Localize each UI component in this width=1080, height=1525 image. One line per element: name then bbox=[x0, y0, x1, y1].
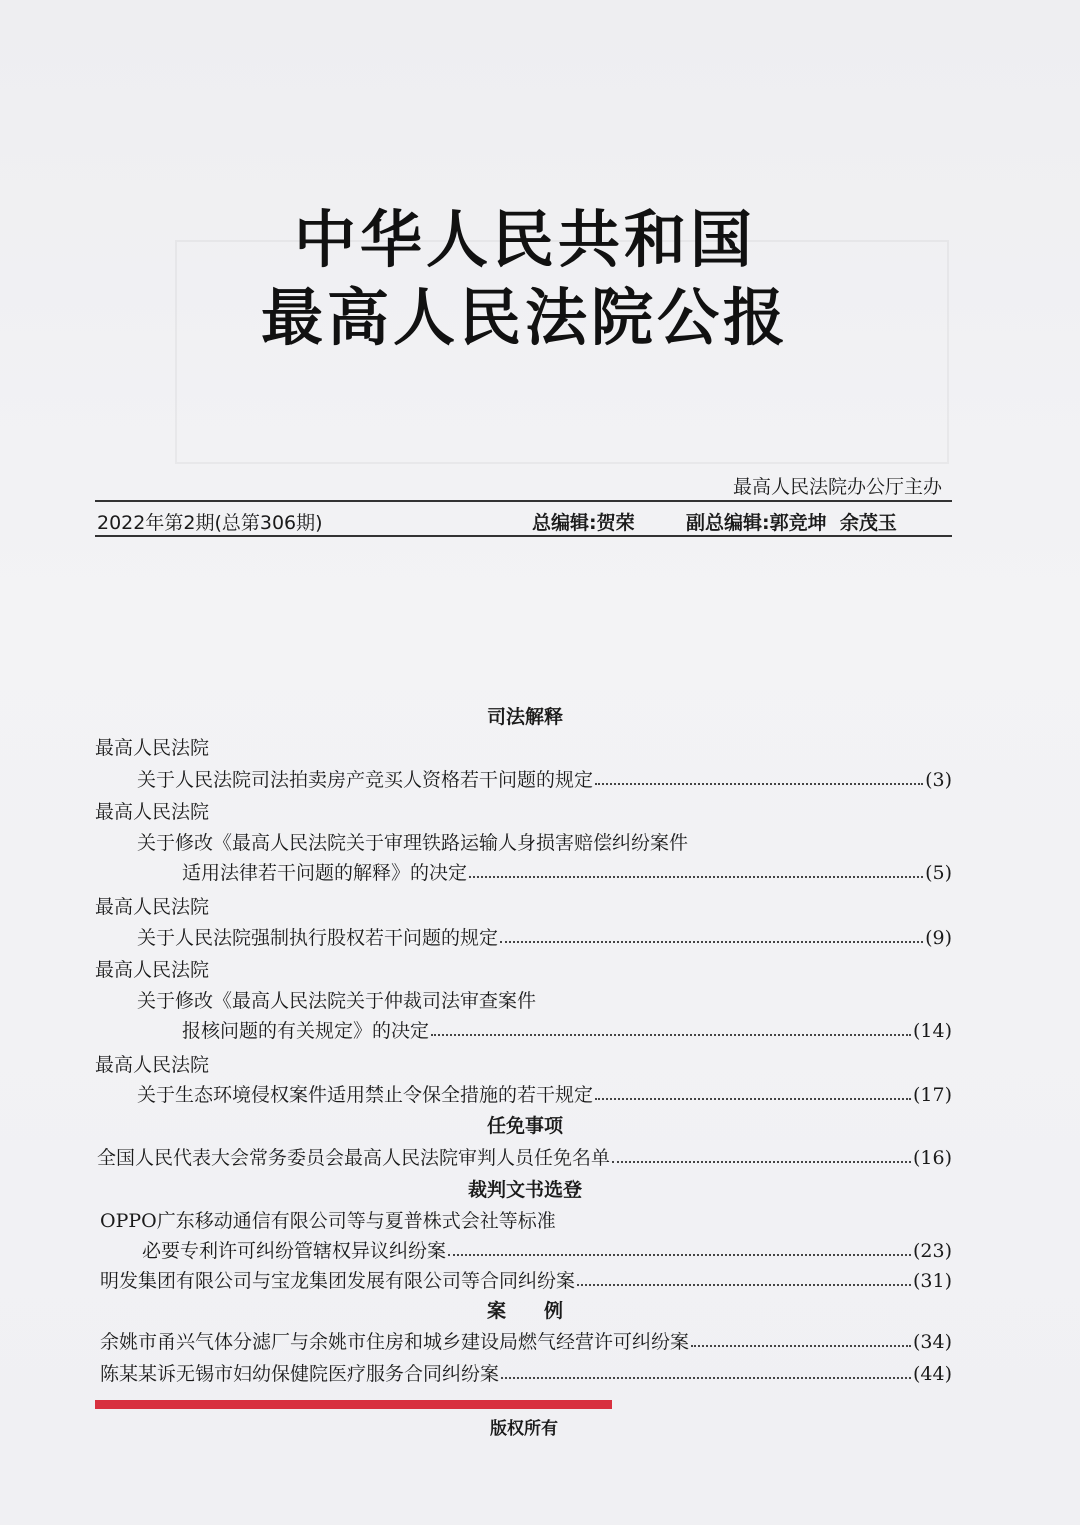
issue-info: 2022年第2期(总第306期) bbox=[97, 512, 323, 534]
chief-editor: 总编辑:贺荣 bbox=[532, 512, 635, 534]
dot-leader bbox=[500, 941, 923, 943]
toc-page: (44) bbox=[912, 1363, 952, 1385]
toc-page: (31) bbox=[912, 1270, 952, 1292]
toc-title-line2: 适用法律若干问题的解释》的决定 bbox=[182, 862, 468, 884]
toc-title-line1[interactable]: 关于修改《最高人民法院关于审理铁路运输人身损害赔偿纠纷案件 bbox=[137, 832, 689, 854]
section-heading: 任免事项 bbox=[486, 1115, 563, 1137]
dot-leader bbox=[612, 1161, 911, 1163]
toc-title: 陈某某诉无锡市妇幼保健院医疗服务合同纠纷案 bbox=[100, 1363, 500, 1385]
toc-entry[interactable] bbox=[137, 1082, 952, 1108]
toc-title: 关于生态环境侵权案件适用禁止令保全措施的若干规定 bbox=[137, 1084, 594, 1106]
toc-title-line1[interactable]: OPPO广东移动通信有限公司等与夏普株式会社等标准 bbox=[100, 1210, 556, 1232]
toc-page: (3) bbox=[925, 769, 952, 791]
toc-entry[interactable] bbox=[100, 1329, 952, 1355]
deputy-editors: 副总编辑:郭竞坤 余茂玉 bbox=[686, 512, 897, 534]
toc-entry[interactable] bbox=[100, 1361, 952, 1387]
toc-entry[interactable] bbox=[137, 925, 952, 951]
masthead-title-line1: 中华人民共和国 bbox=[293, 203, 756, 276]
toc-page: (14) bbox=[912, 1020, 952, 1042]
toc-title: 关于人民法院强制执行股权若干问题的规定 bbox=[137, 927, 499, 949]
section-heading: 裁判文书选登 bbox=[467, 1179, 582, 1201]
sponsor: 最高人民法院办公厅主办 bbox=[732, 476, 942, 498]
toc-org: 最高人民法院 bbox=[95, 801, 210, 823]
toc-entry[interactable] bbox=[97, 1145, 952, 1171]
dot-leader bbox=[501, 1377, 911, 1379]
toc-page: (16) bbox=[912, 1147, 952, 1169]
dot-leader bbox=[595, 783, 923, 785]
copyright-notice: 版权所有 bbox=[490, 1419, 558, 1439]
rule-top bbox=[95, 500, 952, 502]
toc-org: 最高人民法院 bbox=[95, 896, 210, 918]
dot-leader bbox=[431, 1034, 911, 1036]
toc-entry[interactable] bbox=[100, 1268, 952, 1294]
toc-title: 明发集团有限公司与宝龙集团发展有限公司等合同纠纷案 bbox=[100, 1270, 576, 1292]
toc-page: (9) bbox=[925, 927, 952, 949]
toc-title: 全国人民代表大会常务委员会最高人民法院审判人员任免名单 bbox=[97, 1147, 611, 1169]
toc-org: 最高人民法院 bbox=[95, 1054, 210, 1076]
toc-title-line2: 报核问题的有关规定》的决定 bbox=[182, 1020, 430, 1042]
toc-entry[interactable] bbox=[182, 1018, 952, 1044]
toc-org: 最高人民法院 bbox=[95, 959, 210, 981]
toc-org: 最高人民法院 bbox=[95, 737, 210, 759]
toc-entry[interactable] bbox=[142, 1238, 952, 1264]
masthead-title-line2: 最高人民法院公报 bbox=[260, 281, 789, 354]
toc-page: (17) bbox=[912, 1084, 952, 1106]
toc-page: (34) bbox=[912, 1331, 952, 1353]
dot-leader bbox=[448, 1254, 911, 1256]
section-heading: 案 例 bbox=[486, 1300, 563, 1322]
toc-page: (23) bbox=[912, 1240, 952, 1262]
toc-entry[interactable] bbox=[182, 860, 952, 886]
dot-leader bbox=[469, 876, 923, 878]
toc-title: 余姚市甬兴气体分滤厂与余姚市住房和城乡建设局燃气经营许可纠纷案 bbox=[100, 1331, 690, 1353]
section-heading: 司法解释 bbox=[486, 706, 563, 728]
rule-bottom bbox=[95, 535, 952, 537]
red-accent-bar bbox=[95, 1400, 612, 1409]
dot-leader bbox=[691, 1345, 911, 1347]
dot-leader bbox=[595, 1098, 911, 1100]
toc-title: 关于人民法院司法拍卖房产竞买人资格若干问题的规定 bbox=[137, 769, 594, 791]
toc-page: (5) bbox=[925, 862, 952, 884]
toc-title-line2: 必要专利许可纠纷管辖权异议纠纷案 bbox=[142, 1240, 447, 1262]
dot-leader bbox=[577, 1284, 911, 1286]
toc-entry[interactable] bbox=[137, 767, 952, 793]
toc-title-line1[interactable]: 关于修改《最高人民法院关于仲裁司法审查案件 bbox=[137, 990, 537, 1012]
